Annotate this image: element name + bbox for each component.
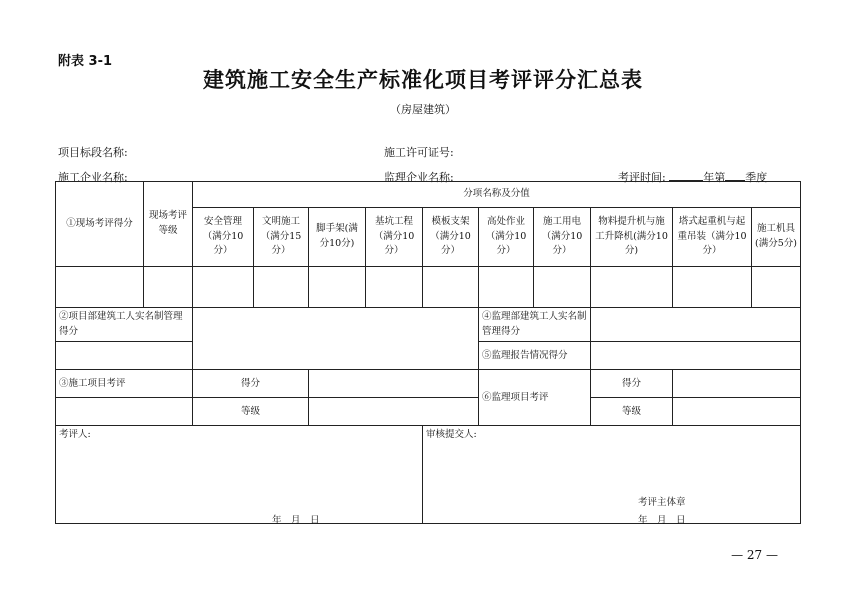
onsite-score-cell[interactable] — [56, 267, 144, 308]
evaluator-cell[interactable] — [56, 426, 423, 524]
item-header: 脚手架(满分10分) — [309, 208, 366, 267]
appendix-label: 附表 3-1 — [58, 54, 113, 69]
construction-eval-blank — [56, 398, 193, 426]
item-score-cell[interactable] — [591, 267, 673, 308]
supervisor-report-value[interactable] — [591, 342, 801, 370]
construction-grade-value[interactable] — [309, 398, 479, 426]
page-subtitle: （房屋建筑） — [390, 103, 456, 116]
construction-grade-label: 等级 — [193, 398, 309, 426]
onsite-grade-cell[interactable] — [144, 267, 193, 308]
item-header: 施工用电（满分10分） — [534, 208, 591, 267]
item-score-cell[interactable] — [479, 267, 534, 308]
supervision-eval-label: ⑥监理项目考评 — [479, 370, 591, 426]
project-name-label: 项目标段名称: — [58, 146, 128, 159]
item-score-cell[interactable] — [673, 267, 752, 308]
items-header: 分项名称及分值 — [193, 182, 801, 208]
onsite-score-header: ①现场考评得分 — [56, 182, 144, 267]
year-label: 年第 — [703, 171, 726, 184]
supervisor-label: 监理企业名称: — [384, 171, 454, 184]
item-header: 物料提升机与施工升降机(满分10分) — [591, 208, 673, 267]
item-score-cell[interactable] — [193, 267, 254, 308]
realname-project-blank — [56, 342, 193, 370]
realname-project-value[interactable] — [193, 308, 479, 370]
item-score-cell[interactable] — [309, 267, 366, 308]
construction-score-value[interactable] — [309, 370, 479, 398]
seal-label: 考评主体章 — [638, 497, 686, 508]
realname-project-label: ②项目部建筑工人实名制管理得分 — [56, 308, 193, 342]
quarter-label: 季度 — [745, 171, 768, 184]
page-number: — 27 — — [731, 548, 778, 562]
item-header: 模板支架（满分10分） — [423, 208, 479, 267]
item-header: 文明施工（满分15分） — [254, 208, 309, 267]
evaluator-date: 年 月 日 — [272, 515, 320, 526]
onsite-grade-header: 现场考评等级 — [144, 182, 193, 267]
construction-eval-label: ③施工项目考评 — [56, 370, 193, 398]
supervisor-report-label: ⑤监理报告情况得分 — [479, 342, 591, 370]
supervision-grade-value[interactable] — [673, 398, 801, 426]
submitter-cell[interactable] — [423, 426, 801, 524]
supervision-score-label: 得分 — [591, 370, 673, 398]
item-score-cell[interactable] — [254, 267, 309, 308]
realname-supervisor-value[interactable] — [591, 308, 801, 342]
summary-table — [55, 181, 801, 524]
supervision-score-value[interactable] — [673, 370, 801, 398]
evaluator-label: 考评人: — [59, 429, 91, 441]
year-blank[interactable] — [669, 170, 703, 181]
contractor-label: 施工企业名称: — [58, 171, 128, 184]
supervision-grade-label: 等级 — [591, 398, 673, 426]
eval-time-label: 考评时间: — [618, 171, 666, 184]
item-score-cell[interactable] — [752, 267, 801, 308]
item-header: 高处作业（满分10分） — [479, 208, 534, 267]
item-header: 安全管理（满分10分） — [193, 208, 254, 267]
item-score-cell[interactable] — [534, 267, 591, 308]
construction-score-label: 得分 — [193, 370, 309, 398]
realname-supervisor-label: ④监理部建筑工人实名制管理得分 — [479, 308, 591, 342]
item-header: 基坑工程（满分10分） — [366, 208, 423, 267]
item-score-cell[interactable] — [366, 267, 423, 308]
item-header: 塔式起重机与起重吊装（满分10分） — [673, 208, 752, 267]
permit-label: 施工许可证号: — [384, 146, 454, 159]
page-title: 建筑施工安全生产标准化项目考评评分汇总表 — [203, 68, 643, 92]
quarter-blank[interactable] — [725, 170, 745, 181]
submitter-date: 年 月 日 — [638, 515, 686, 526]
item-header: 施工机具(满分5分) — [752, 208, 801, 267]
submitter-label: 审核提交人: — [426, 429, 477, 441]
item-score-cell[interactable] — [423, 267, 479, 308]
